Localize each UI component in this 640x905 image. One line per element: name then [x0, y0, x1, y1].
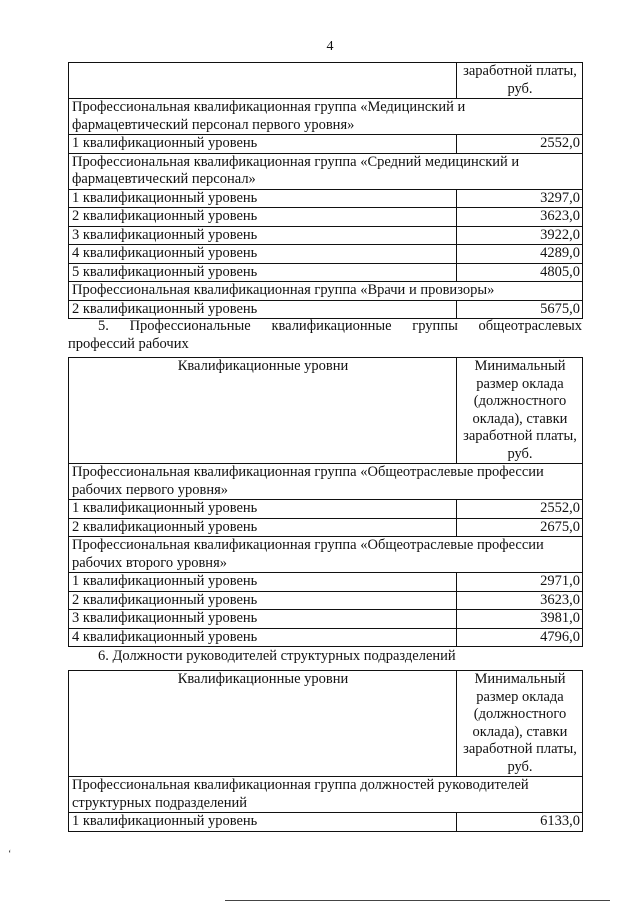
table-row [69, 245, 583, 264]
table1-body [69, 99, 583, 319]
salary-table-managers [68, 670, 583, 832]
group-row [69, 99, 583, 135]
level-cell: 2 квалификационный уровень [69, 208, 457, 227]
group-title: Профессиональная квалификационная группа «Врачи и провизоры» [69, 282, 583, 301]
group-title: Профессиональная квалификационная группа «Общеотраслевые профессии рабочих второго уровня» [69, 537, 583, 573]
header-cell-levels: Квалификационные уровни [69, 358, 457, 464]
header-cell-empty [69, 63, 457, 99]
table-row [69, 610, 583, 629]
amount-cell: 4805,0 [457, 263, 583, 282]
header-cell-levels: Квалификационные уровни [69, 671, 457, 777]
amount-cell: 5675,0 [457, 300, 583, 319]
amount-cell: 3623,0 [457, 591, 583, 610]
header-cell-salary: заработной платы, руб. [457, 63, 583, 99]
group-title: Профессиональная квалификационная группа должностей руководителей структурных подразделений [69, 777, 583, 813]
amount-cell: 6133,0 [457, 813, 583, 832]
group-row [69, 777, 583, 813]
bottom-rule [225, 900, 610, 901]
level-cell: 5 квалификационный уровень [69, 263, 457, 282]
group-title: Профессиональная квалификационная группа «Медицинский и фармацевтический персонал первого уровня» [69, 99, 583, 135]
level-cell: 3 квалификационный уровень [69, 610, 457, 629]
section5-heading [68, 318, 582, 353]
amount-cell: 2552,0 [457, 500, 583, 519]
table-row [69, 813, 583, 832]
level-cell: 4 квалификационный уровень [69, 245, 457, 264]
table-row [69, 263, 583, 282]
header-cell-salary: Минимальный размер оклада (должностного оклада), ставки заработной платы, руб. [457, 671, 583, 777]
amount-cell: 4289,0 [457, 245, 583, 264]
amount-cell: 3623,0 [457, 208, 583, 227]
amount-cell: 2675,0 [457, 518, 583, 537]
group-title: Профессиональная квалификационная группа «Средний медицинский и фармацевтический персонал» [69, 153, 583, 189]
table-row [69, 226, 583, 245]
table-row [69, 518, 583, 537]
section5-word: Профессиональные [129, 318, 251, 334]
table-row [69, 573, 583, 592]
salary-table-workers [68, 357, 583, 647]
header-cell-salary: Минимальный размер оклада (должностного оклада), ставки заработной платы, руб. [457, 358, 583, 464]
table-row [69, 208, 583, 227]
level-cell: 4 квалификационный уровень [69, 628, 457, 647]
table-row [69, 500, 583, 519]
section5-heading-line2: профессий рабочих [68, 335, 189, 352]
section5-heading-line1 [68, 318, 582, 336]
section6-heading: 6. Должности руководителей структурных подразделений [98, 648, 456, 664]
level-cell: 2 квалификационный уровень [69, 300, 457, 319]
amount-cell: 2552,0 [457, 135, 583, 154]
group-row [69, 153, 583, 189]
group-title: Профессиональная квалификационная группа «Общеотраслевые профессии рабочих первого уровня» [69, 464, 583, 500]
group-row [69, 464, 583, 500]
section5-word: общеотраслевых [478, 318, 582, 334]
level-cell: 3 квалификационный уровень [69, 226, 457, 245]
amount-cell: 3922,0 [457, 226, 583, 245]
table-row [69, 189, 583, 208]
salary-table-medical [68, 62, 583, 319]
section5-number: 5. [98, 318, 109, 334]
level-cell: 1 квалификационный уровень [69, 813, 457, 832]
table-header-row [69, 358, 583, 464]
group-row [69, 282, 583, 301]
table-header-row [69, 671, 583, 777]
level-cell: 1 квалификационный уровень [69, 135, 457, 154]
level-cell: 2 квалификационный уровень [69, 518, 457, 537]
table-row [69, 135, 583, 154]
section5-word: квалификационные [271, 318, 392, 334]
table-header-row [69, 63, 583, 99]
level-cell: 1 квалификационный уровень [69, 573, 457, 592]
level-cell: 1 квалификационный уровень [69, 500, 457, 519]
level-cell: 1 квалификационный уровень [69, 189, 457, 208]
page-number: 4 [326, 39, 334, 54]
amount-cell: 4796,0 [457, 628, 583, 647]
section5-word: группы [412, 318, 458, 334]
level-cell: 2 квалификационный уровень [69, 591, 457, 610]
table2-body [69, 464, 583, 647]
table-row [69, 591, 583, 610]
table-row [69, 628, 583, 647]
table3-body [69, 777, 583, 832]
scan-mark: ‘ [8, 849, 12, 860]
group-row [69, 537, 583, 573]
table-row [69, 300, 583, 319]
amount-cell: 2971,0 [457, 573, 583, 592]
amount-cell: 3297,0 [457, 189, 583, 208]
amount-cell: 3981,0 [457, 610, 583, 629]
